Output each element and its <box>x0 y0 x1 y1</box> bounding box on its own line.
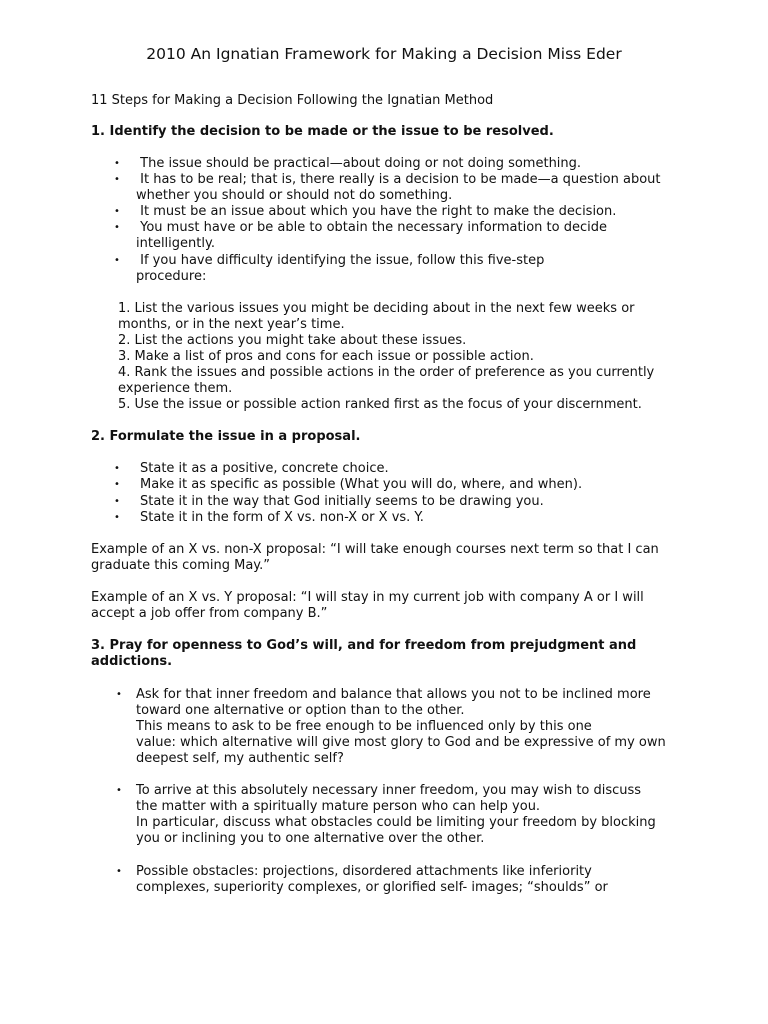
bullet-marker: • <box>114 496 120 507</box>
example-x-vs-non-x: Example of an X vs. non-X proposal: “I will take enough courses next term so that I can graduate this coming May.” <box>91 542 659 573</box>
section-2-heading: 2. Formulate the issue in a proposal. <box>91 429 361 444</box>
page-title: 2010 An Ignatian Framework for Making a Decision Miss Eder <box>146 45 622 63</box>
bullet-marker: • <box>116 785 122 796</box>
section-1-heading: 1. Identify the decision to be made or the issue to be resolved. <box>91 124 554 139</box>
list-item: You must have or be able to obtain the necessary information to decide intelligently. <box>136 220 607 251</box>
bullet-marker: • <box>114 158 120 169</box>
list-item: It must be an issue about which you have the right to make the decision. <box>136 204 617 219</box>
bullet-marker: • <box>114 255 120 266</box>
list-item: State it in the way that God initially seems to be drawing you. <box>140 494 544 509</box>
bullet-marker: • <box>114 174 120 185</box>
section-3-heading: 3. Pray for openness to God’s will, and for freedom from prejudgment and addictions. <box>91 638 637 669</box>
list-item: Possible obstacles: projections, disordered attachments like inferiority complexes, superiority complexes, or glorified self- images; “shoulds” or <box>136 864 608 895</box>
example-x-vs-y: Example of an X vs. Y proposal: “I will stay in my current job with company A or I will accept a job offer from company B.” <box>91 590 644 621</box>
step-item: 5. Use the issue or possible action ranked first as the focus of your discernment. <box>118 397 642 412</box>
bullet-marker: • <box>114 479 120 490</box>
list-item: If you have difficulty identifying the issue, follow this five-step procedure: <box>136 253 545 284</box>
list-item: To arrive at this absolutely necessary inner freedom, you may wish to discuss the matter with a spiritually mature person who can help you. In particular, discuss what obstacles could be limiting your freedom by blocking you or inclining you to one alternative over the other. <box>136 783 656 846</box>
bullet-marker: • <box>116 866 122 877</box>
subtitle: 11 Steps for Making a Decision Following the Ignatian Method <box>91 93 494 108</box>
list-item: State it in the form of X vs. non-X or X vs. Y. <box>140 510 424 525</box>
bullet-marker: • <box>114 463 120 474</box>
list-item: The issue should be practical—about doing or not doing something. <box>136 156 582 171</box>
list-item: State it as a positive, concrete choice. <box>140 461 389 476</box>
list-item: It has to be real; that is, there really is a decision to be made—a question about whether you should or should not do something. <box>136 172 661 203</box>
bullet-marker: • <box>114 512 120 523</box>
bullet-marker: • <box>114 222 120 233</box>
step-item: 2. List the actions you might take about these issues. <box>118 333 467 348</box>
step-item: 4. Rank the issues and possible actions in the order of preference as you currently experience them. <box>118 365 655 396</box>
step-item: 1. List the various issues you might be deciding about in the next few weeks or months, or in the next year’s time. <box>118 301 635 332</box>
list-item: Ask for that inner freedom and balance that allows you not to be inclined more toward one alternative or option than to the other. This means to ask to be free enough to be influenced only by this one value: which alternative will give most glory to God and be expressive of my own deepest self, my authentic self? <box>136 687 666 766</box>
bullet-marker: • <box>116 689 122 700</box>
list-item: Make it as specific as possible (What you will do, where, and when). <box>140 477 583 492</box>
step-item: 3. Make a list of pros and cons for each issue or possible action. <box>118 349 534 364</box>
bullet-marker: • <box>114 206 120 217</box>
